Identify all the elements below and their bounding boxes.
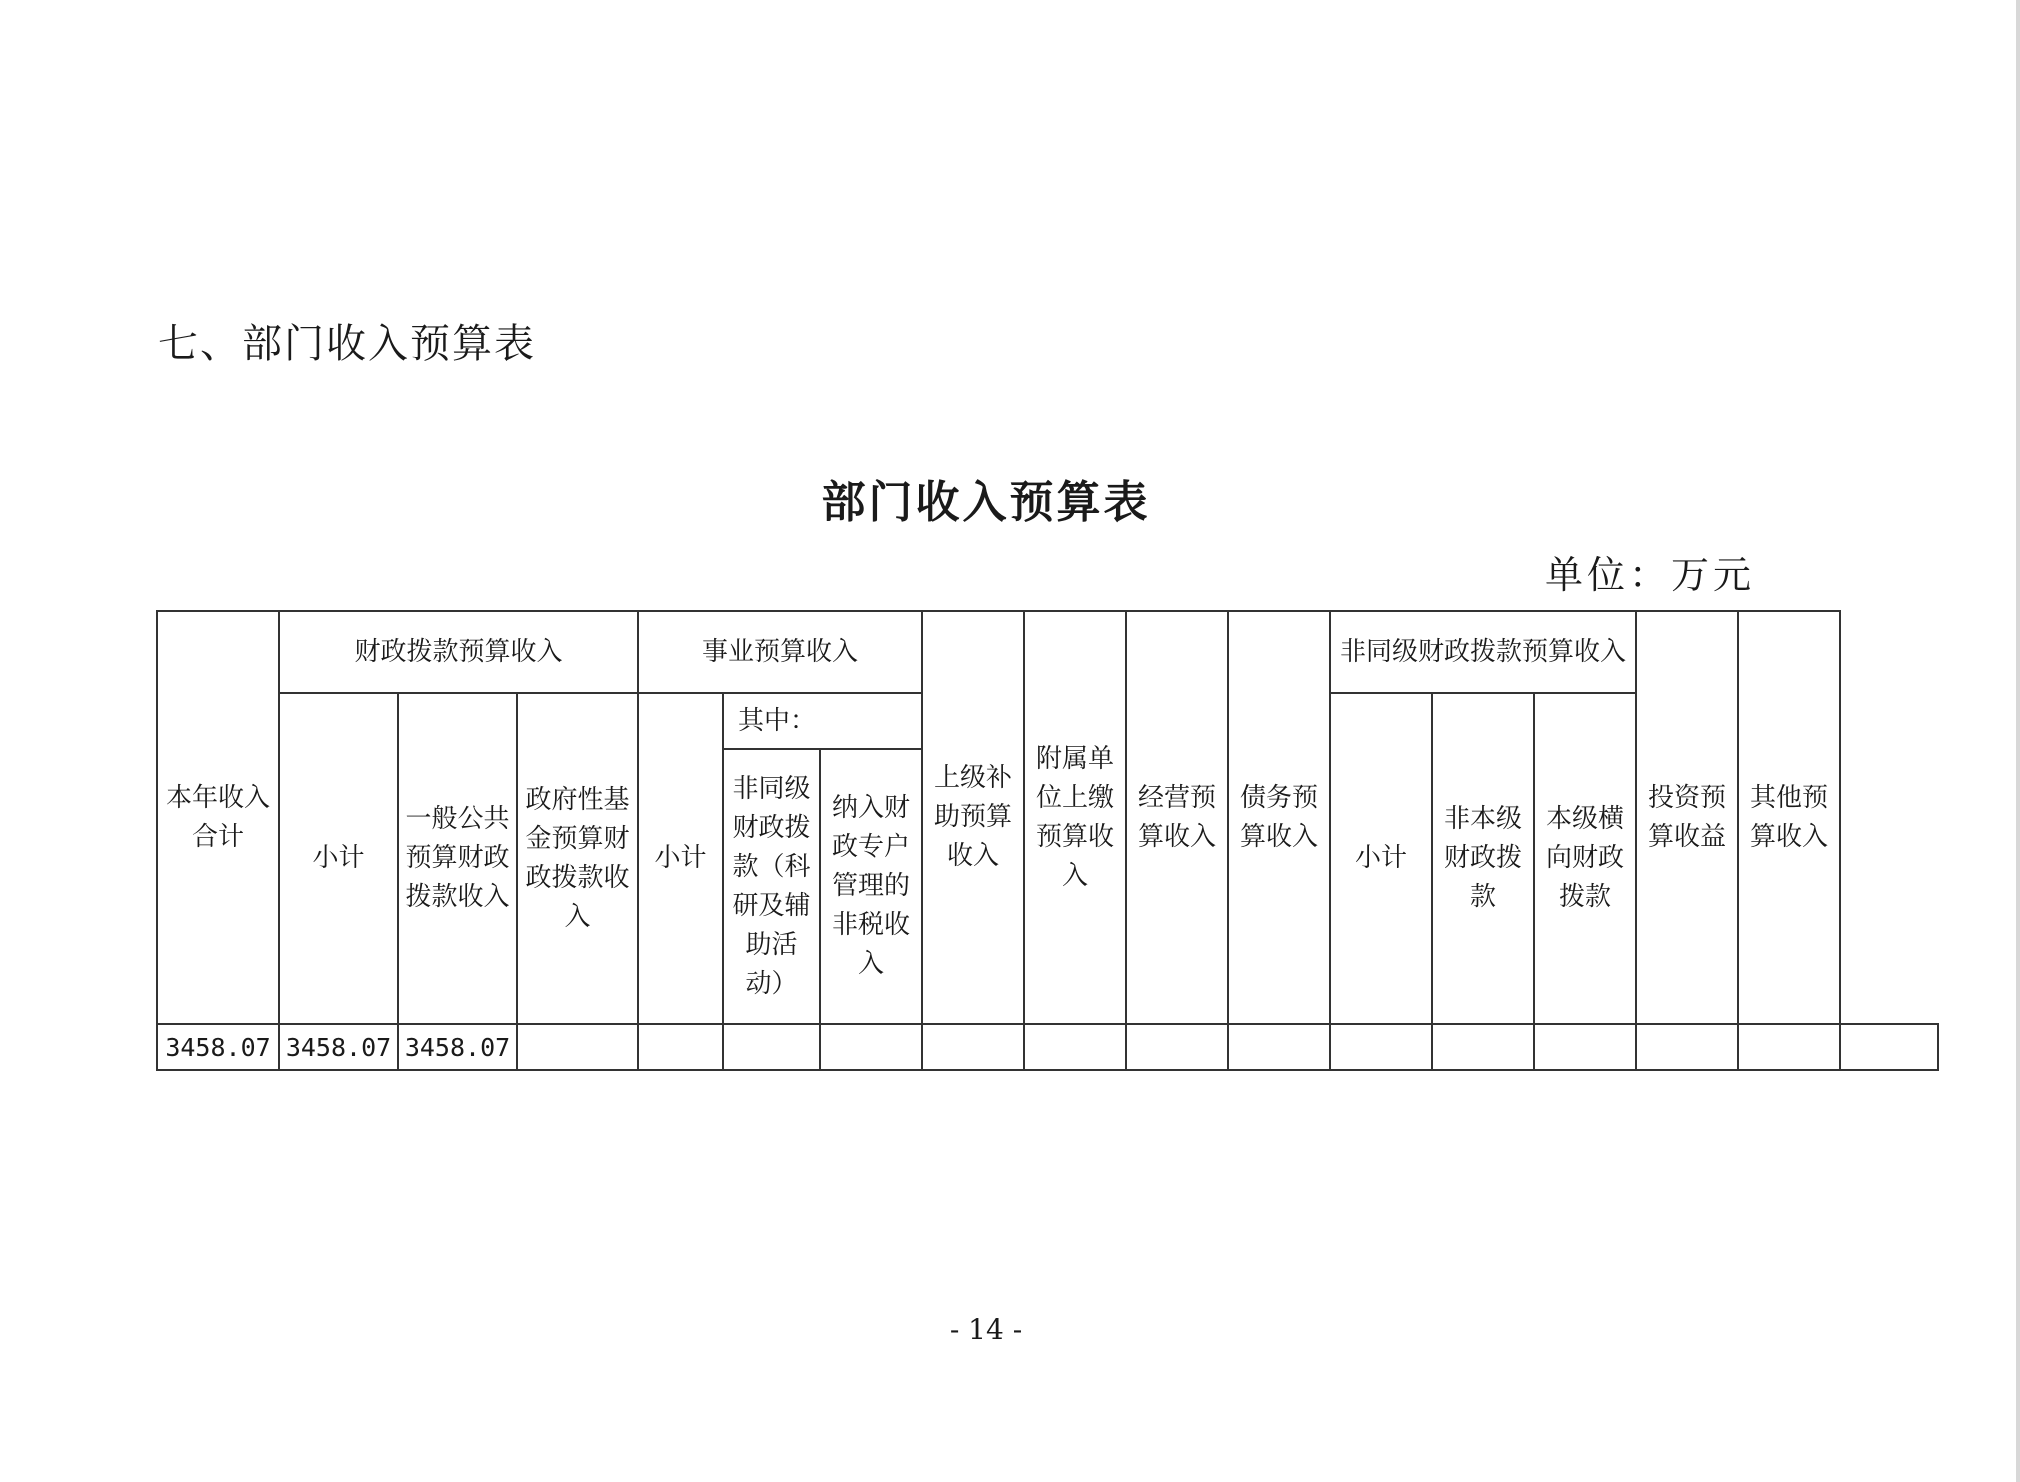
- header-career-among: 其中：: [723, 693, 922, 749]
- cell-other: [1738, 1024, 1840, 1070]
- income-budget-table: [156, 610, 1939, 1071]
- header-career-nonsame: 非同级财政拨款（科研及辅助活动）: [723, 749, 820, 1024]
- cell-career-nontax: [820, 1024, 922, 1070]
- cell-extra: [1840, 1024, 1938, 1070]
- header-nonsame-group: 非同级财政拨款预算收入: [1330, 611, 1636, 693]
- cell-operating: [1126, 1024, 1228, 1070]
- cell-total: 3458.07: [157, 1024, 279, 1070]
- cell-debt: [1228, 1024, 1330, 1070]
- header-investment: 投资预算收益: [1636, 611, 1738, 1024]
- table-title: 部门收入预算表: [821, 477, 1151, 528]
- header-fiscal-subtotal: 小计: [279, 693, 398, 1024]
- cell-career-subtotal: [638, 1024, 723, 1070]
- cell-superior-subsidy: [922, 1024, 1024, 1070]
- cell-investment: [1636, 1024, 1738, 1070]
- section-heading: 七、部门收入预算表: [158, 321, 536, 367]
- header-nonsame-subtotal: 小计: [1330, 693, 1432, 1024]
- page-number: - 14 -: [949, 1313, 1023, 1346]
- cell-fiscal-general: 3458.07: [398, 1024, 517, 1070]
- header-career-subtotal: 小计: [638, 693, 723, 1024]
- unit-label: 单位：万元: [1544, 553, 1755, 597]
- cell-nonsame-nonlocal: [1432, 1024, 1534, 1070]
- data-row: [157, 1024, 1938, 1070]
- cell-nonsame-horizontal: [1534, 1024, 1636, 1070]
- cell-fiscal-subtotal: 3458.07: [279, 1024, 398, 1070]
- header-fiscal-fund: 政府性基金预算财政拨款收入: [517, 693, 638, 1024]
- page-edge-shadow: [2016, 0, 2020, 1482]
- header-career-nontax: 纳入财政专户管理的非税收入: [820, 749, 922, 1024]
- header-fiscal-group: 财政拨款预算收入: [279, 611, 638, 693]
- header-fiscal-general: 一般公共预算财政拨款收入: [398, 693, 517, 1024]
- header-nonsame-horizontal: 本级横向财政拨款: [1534, 693, 1636, 1024]
- header-affiliated: 附属单位上缴预算收入: [1024, 611, 1126, 1024]
- cell-career-nonsame: [723, 1024, 820, 1070]
- header-total: 本年收入合计: [157, 611, 279, 1024]
- header-debt: 债务预算收入: [1228, 611, 1330, 1024]
- header-row-1: [157, 611, 1938, 693]
- header-other: 其他预算收入: [1738, 611, 1840, 1024]
- header-operating: 经营预算收入: [1126, 611, 1228, 1024]
- cell-affiliated: [1024, 1024, 1126, 1070]
- header-nonsame-nonlocal: 非本级财政拨款: [1432, 693, 1534, 1024]
- header-career-group: 事业预算收入: [638, 611, 922, 693]
- cell-nonsame-subtotal: [1330, 1024, 1432, 1070]
- cell-fiscal-fund: [517, 1024, 638, 1070]
- header-superior-subsidy: 上级补助预算收入: [922, 611, 1024, 1024]
